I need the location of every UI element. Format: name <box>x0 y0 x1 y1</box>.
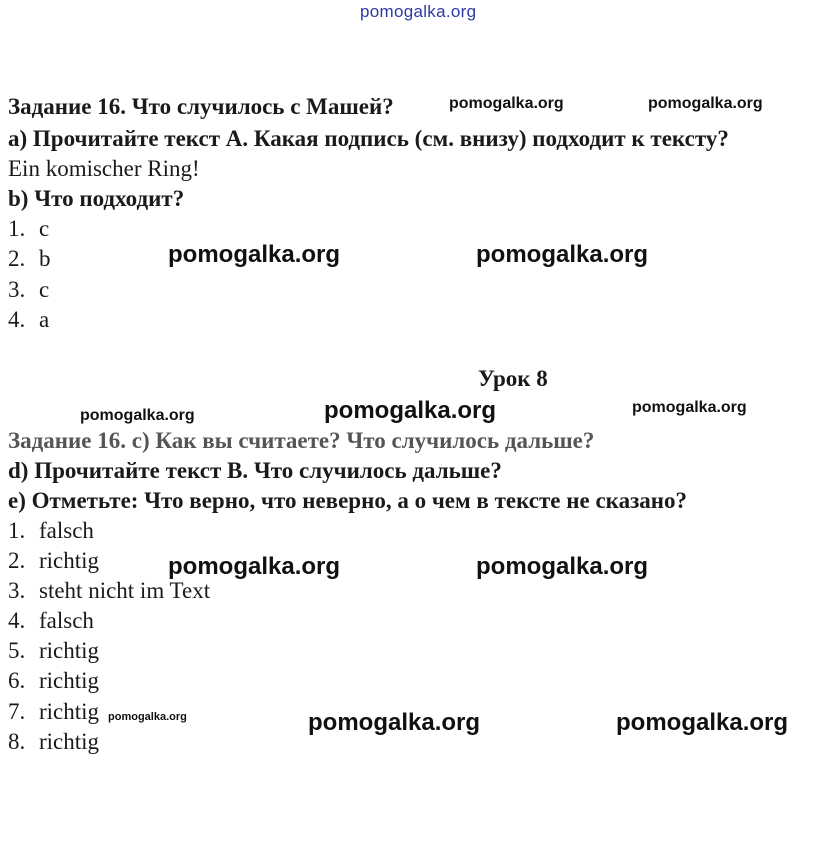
watermark: pomogalka.org <box>308 709 481 736</box>
list-item <box>8 246 51 272</box>
watermark: pomogalka.org <box>632 399 747 416</box>
list-item-value: c <box>39 216 50 241</box>
watermark: pomogalka.org <box>476 553 649 580</box>
list-item <box>8 638 99 664</box>
list-item-number: 1. <box>8 216 26 241</box>
task-part-b: b) Что подходит? <box>8 186 185 211</box>
list-item <box>8 216 49 242</box>
task-heading-2: Задание 16. с) Как вы считаете? Что случилось дальше? <box>8 428 595 453</box>
list-item-number: 1. <box>8 518 26 543</box>
answer-a: Ein komischer Ring! <box>8 156 200 181</box>
list-item-value: falsch <box>39 608 94 633</box>
list-item-number: 5. <box>8 638 26 663</box>
task-part-e: e) Отметьте: Что верно, что неверно, а о чем в тексте не сказано? <box>8 488 688 513</box>
watermark: pomogalka.org <box>168 241 341 268</box>
list-item-number: 4. <box>8 608 26 633</box>
list-item-number: 2. <box>8 246 26 271</box>
task-heading-1: Задание 16. Что случилось с Машей? <box>8 94 394 119</box>
watermark: pomogalka.org <box>449 95 564 112</box>
watermark: pomogalka.org <box>476 241 649 268</box>
list-item-number: 7. <box>8 699 26 724</box>
watermark: pomogalka.org <box>648 95 763 112</box>
list-item <box>8 699 99 725</box>
list-item-number: 3. <box>8 578 26 603</box>
list-item-value: richtig <box>39 699 100 724</box>
list-item <box>8 518 94 544</box>
list-item <box>8 668 99 694</box>
task-part-d: d) Прочитайте текст B. Что случилось дальше? <box>8 458 502 483</box>
list-item-number: 3. <box>8 277 26 302</box>
list-item-value: b <box>39 246 51 271</box>
list-item-value: richtig <box>39 729 100 754</box>
list-item <box>8 548 99 574</box>
watermark: pomogalka.org <box>616 709 789 736</box>
list-item-value: c <box>39 277 50 302</box>
list-item <box>8 307 49 333</box>
list-item <box>8 608 94 634</box>
list-item-number: 8. <box>8 729 26 754</box>
list-item-number: 6. <box>8 668 26 693</box>
list-item <box>8 578 210 604</box>
list-item-value: richtig <box>39 668 100 693</box>
top-watermark: pomogalka.org <box>360 2 477 21</box>
watermark: pomogalka.org <box>168 553 341 580</box>
list-item-value: a <box>39 307 50 332</box>
lesson-title: Урок 8 <box>478 366 548 391</box>
task-part-a: a) Прочитайте текст А. Какая подпись (см. внизу) подходит к тексту? <box>8 126 729 151</box>
watermark: pomogalka.org <box>80 407 195 424</box>
list-item-value: steht nicht im Text <box>39 578 211 603</box>
list-item-value: falsch <box>39 518 94 543</box>
watermark: pomogalka.org <box>108 711 187 723</box>
list-item-value: richtig <box>39 548 100 573</box>
list-item <box>8 277 49 303</box>
list-item <box>8 729 99 755</box>
list-item-number: 2. <box>8 548 26 573</box>
list-item-number: 4. <box>8 307 26 332</box>
list-item-value: richtig <box>39 638 100 663</box>
watermark: pomogalka.org <box>324 397 497 424</box>
